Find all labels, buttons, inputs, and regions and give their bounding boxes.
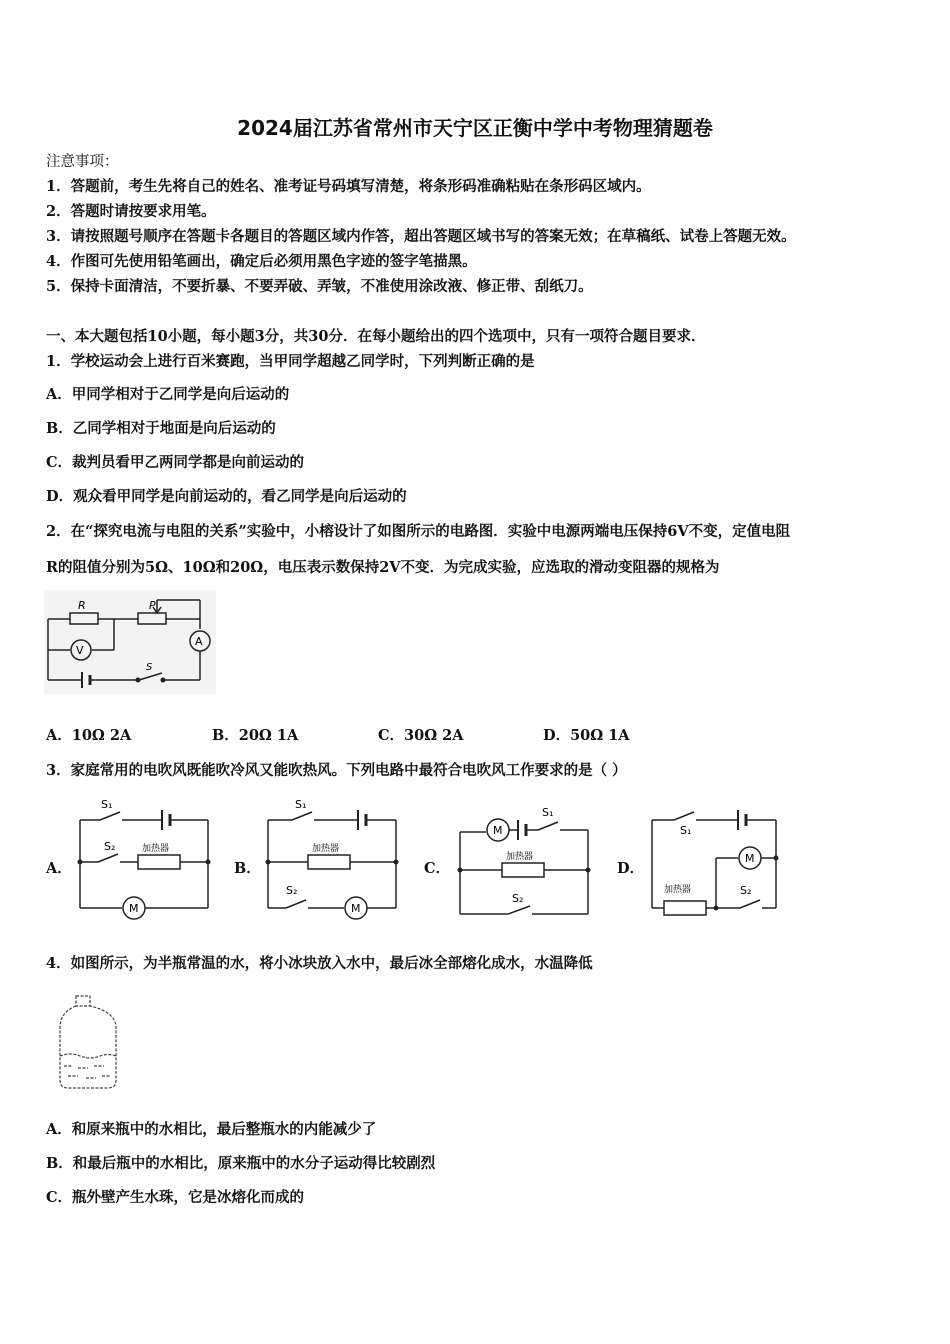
switch-s2-label: S₂ [104, 840, 116, 853]
q1-option-d[interactable]: D．观众看甲同学是向前运动的，看乙同学是向后运动的 [46, 488, 407, 505]
switch-s1-label: S₁ [295, 798, 307, 811]
q2-option-d[interactable]: D．50Ω 1A [543, 727, 630, 744]
notice-item: 4．作图可先使用铅笔画出，确定后必须用黑色字迹的签字笔描黑。 [46, 253, 477, 270]
question-1-stem: 1．学校运动会上进行百米赛跑，当甲同学超越乙同学时，下列判断正确的是 [46, 353, 535, 370]
switch-s1-label: S₁ [680, 824, 692, 837]
q3-circuit-b[interactable] [262, 792, 404, 920]
q3-circuit-d[interactable] [646, 796, 786, 920]
q1-option-b[interactable]: B．乙同学相对于地面是向后运动的 [46, 420, 276, 437]
motor-label: M [493, 824, 503, 837]
q2-circuit-diagram [44, 590, 216, 694]
notice-heading: 注意事项： [46, 154, 119, 170]
motor-label: M [745, 852, 755, 865]
notice-item: 2．答题时请按要求用笔。 [46, 203, 216, 220]
q3-letter-b[interactable]: B． [234, 860, 261, 877]
heater-label: 加热器 [142, 844, 170, 854]
q4-option-c[interactable]: C．瓶外壁产生水珠，它是冰熔化而成的 [46, 1189, 305, 1206]
q2-option-b[interactable]: B．20Ω 1A [212, 727, 299, 744]
q3-circuit-c[interactable] [454, 798, 596, 922]
label-r: R [78, 599, 86, 612]
q3-circuit-a[interactable] [74, 792, 216, 920]
q3-letter-a[interactable]: A． [46, 860, 72, 877]
label-a: A [195, 635, 203, 648]
notice-item: 5．保持卡面清洁，不要折暴、不要弄破、弄皱，不准使用涂改液、修正带、刮纸刀。 [46, 278, 593, 295]
switch-s2-label: S₂ [286, 884, 298, 897]
q4-option-b[interactable]: B．和最后瓶中的水相比，原来瓶中的水分子运动得比较剧烈 [46, 1155, 436, 1172]
switch-s1-label: S₁ [101, 798, 113, 811]
label-s: S [146, 662, 153, 673]
label-p: P [149, 599, 156, 612]
question-2-stem-line2: R的阻值分别为5Ω、10Ω和20Ω，电压表示数保持2V不变．为完成实验，应选取的滑动变阻器的规格为 [46, 559, 720, 576]
heater-label: 加热器 [506, 852, 534, 862]
page-title: 2024届江苏省常州市天宁区正衡中学中考物理猜题卷 [237, 116, 713, 140]
switch-s1-label: S₁ [542, 806, 554, 819]
question-3-stem: 3．家庭常用的电吹风既能吹冷风又能吹热风。下列电路中最符合电吹风工作要求的是（ ） [46, 762, 627, 779]
q3-letter-c[interactable]: C． [424, 860, 451, 877]
q4-option-a[interactable]: A．和原来瓶中的水相比，最后整瓶水的内能减少了 [46, 1121, 377, 1138]
section-heading: 一、本大题包括10小题，每小题3分，共30分．在每小题给出的四个选项中，只有一项符合题目要求． [46, 328, 706, 345]
switch-s2-label: S₂ [512, 892, 524, 905]
q3-letter-d[interactable]: D． [617, 860, 645, 877]
q2-option-c[interactable]: C．30Ω 2A [378, 727, 464, 744]
label-v: V [76, 644, 84, 657]
q2-option-a[interactable]: A．10Ω 2A [46, 727, 132, 744]
heater-label: 加热器 [312, 844, 340, 854]
q1-option-a[interactable]: A．甲同学相对于乙同学是向后运动的 [46, 386, 290, 403]
question-2-stem-line1: 2．在“探究电流与电阻的关系”实验中，小榕设计了如图所示的电路图．实验中电源两端电压保持6V不变，定值电阻 [46, 523, 791, 540]
motor-label: M [129, 902, 139, 915]
notice-item: 1．答题前，考生先将自己的姓名、准考证号码填写清楚，将条形码准确粘贴在条形码区域内。 [46, 178, 651, 195]
q1-option-c[interactable]: C．裁判员看甲乙两同学都是向前运动的 [46, 454, 305, 471]
notice-item: 3．请按照题号顺序在答题卡各题目的答题区域内作答，超出答题区域书写的答案无效；在草稿纸、试卷上答题无效。 [46, 228, 796, 245]
switch-s2-label: S₂ [740, 884, 752, 897]
question-4-stem: 4．如图所示，为半瓶常温的水，将小冰块放入水中，最后冰全部熔化成水，水温降低 [46, 955, 593, 972]
heater-label: 加热器 [664, 885, 692, 895]
motor-label: M [351, 902, 361, 915]
water-bottle-figure [52, 992, 132, 1092]
